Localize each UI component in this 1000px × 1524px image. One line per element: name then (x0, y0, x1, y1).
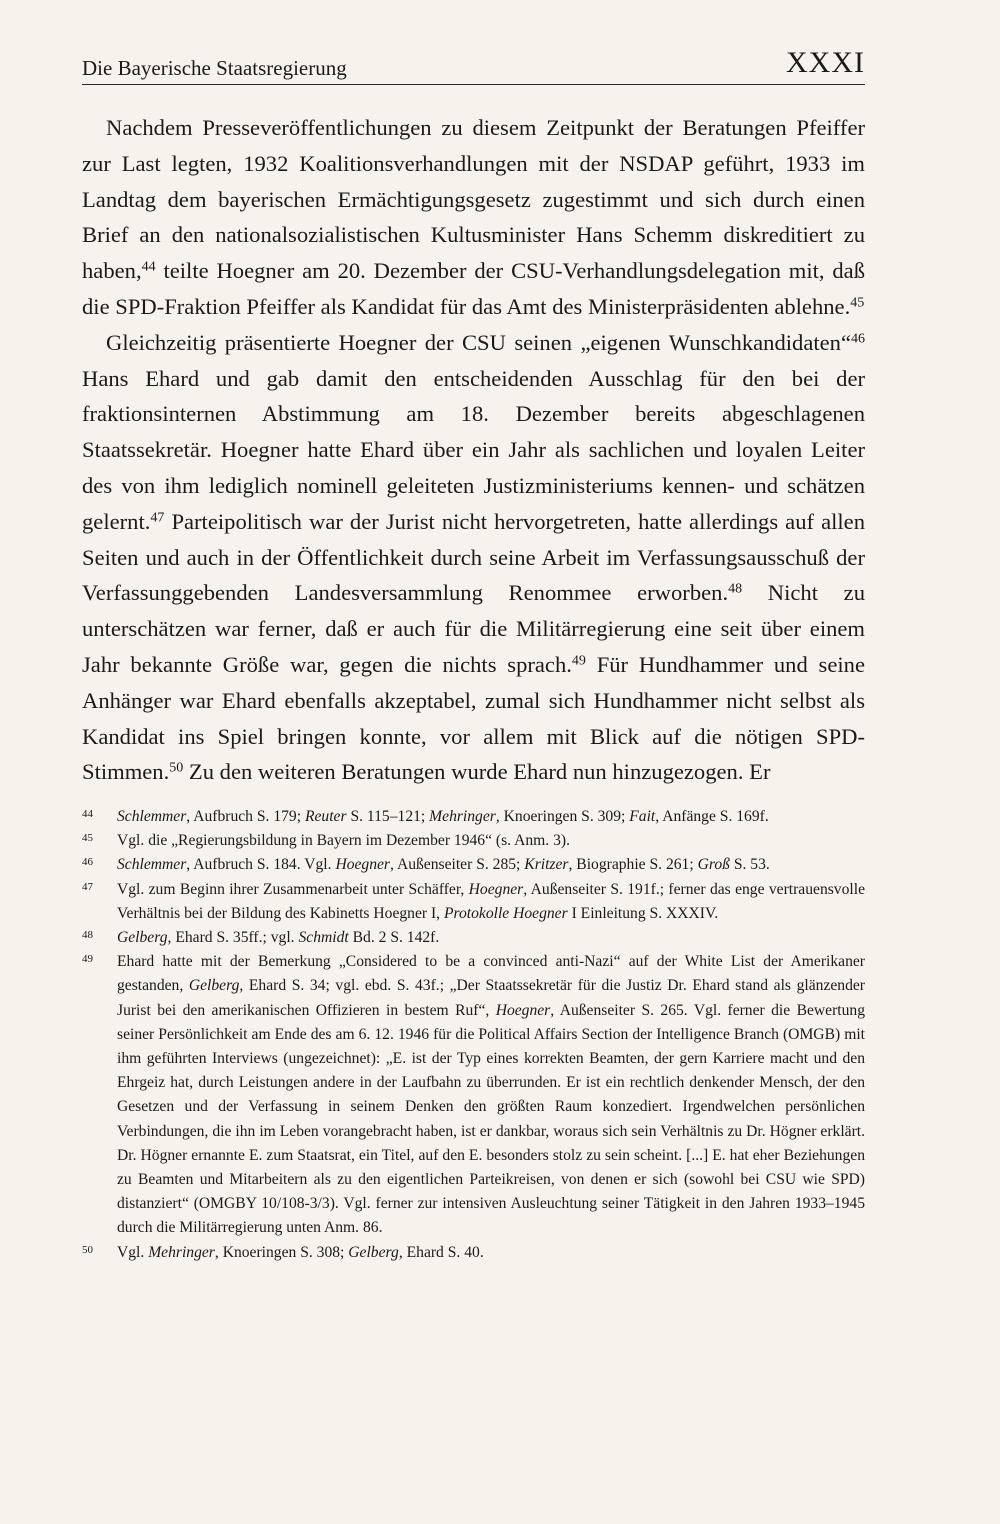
footnote (82, 878, 865, 926)
footnote-number: 44 (82, 808, 93, 820)
author-name: Mehringer (148, 1243, 215, 1261)
page-number: XXXI (786, 46, 865, 79)
footnote-number: 45 (82, 832, 93, 845)
footnote-text: , Biographie S. 261; (568, 856, 698, 874)
footnote-text: Vgl. zum Beginn ihrer Zusammenarbeit unter Schäffer, (117, 880, 469, 898)
text-run: Nicht zu unterschätzen war ferner, daß er auch für die Militärregierung eine seit über einem Jahr bekannte Größe war, gegen die nichts sprach. (82, 580, 865, 677)
footnote-text: , Außenseiter S. 191f.; ferner das enge vertrauensvolle Verhältnis bei der Bildung des Kabinetts Hoegner I, (117, 880, 865, 922)
author-name: Groß (697, 856, 730, 874)
footnote-number: 46 (82, 856, 93, 869)
text-run: Für Hundhammer und seine Anhänger war Ehard ebenfalls akzeptabel, zumal sich Hundhammer nicht selbst als Kandidat ins Spiel bringen konnte, vor allem mit Blick auf die nötigen SPD-Stimmen. (82, 651, 865, 785)
footnote-text: Vgl. die „Regierungsbildung in Bayern im Dezember 1946“ (s. Anm. 3). (117, 832, 570, 850)
footnote-ref[interactable]: 45 (850, 295, 865, 311)
footnote (82, 829, 865, 853)
author-name: Schlemmer (117, 856, 187, 874)
footnote-ref[interactable]: 46 (851, 331, 865, 347)
author-name: Reuter (304, 808, 347, 825)
author-name: Schmidt (298, 929, 349, 947)
author-name: Hoegner (495, 1001, 551, 1019)
author-name: Mehringer (429, 808, 496, 825)
footnote (82, 926, 865, 950)
footnote-ref[interactable]: 50 (169, 760, 184, 776)
footnote-ref[interactable]: 44 (141, 259, 156, 275)
author-name: Gelberg (117, 929, 168, 947)
author-name: Protokolle Hoegner (443, 904, 568, 922)
text-run: teilte Hoegner am 20. Dezember der CSU-Verhandlungsdelegation mit, daß die SPD-Fraktion Pfeiffer als Kandidat für das Amt des Ministerpräsidenten ablehne. (82, 258, 865, 319)
text-run: Zu den weiteren Beratungen wurde Ehard nun hinzugezogen. Er (183, 759, 771, 785)
footnotes (82, 805, 865, 1265)
footnote-text: , Außenseiter S. 265. Vgl. ferner die Bewertung seiner Persönlichkeit am Ende des am 6. 12. 1946 für die Political Affairs Section der Intelligence Branch (OMGB) mit ihm geführten Interviews (ungezeichnet): „E. ist der Typ eines korrekten Beamten, der gern Karriere macht und den Ehrgeiz hat, durch Leistungen andere in der Laufbahn zu überrunden. Er ist ein rechtlich denkender Mensch, der den Gesetzen und der Verfassung in seinem Denken den größten Raum konzediert. Irgendwelchen persönlichen Verbindungen, die ihn im Leben vorangebracht haben, ist er dankbar, woraus sich sein Verhältnis zu Dr. Högner erklärt. Dr. Högner ernannte E. zum Staatsrat, ein Titel, auf den E. besonders stolz zu sein scheint. [...] E. hat eher Beziehungen zu Beamten und Mitarbeitern als zu den eigentlichen Parteikreisen, von denen er sich (sowohl bei CSU wie SPD) distanziert“ (OMGBY 10/108-3/3). Vgl. ferner zur intensiven Ausleuchtung seiner Tätigkeit in den Jahren 1933–1945 durch die Militärregierung unten Anm. 86. (117, 1001, 865, 1237)
footnote (82, 1241, 865, 1265)
author-name: Kritzer (524, 856, 569, 874)
footnote-text: I Einleitung S. XXXIV. (567, 904, 719, 922)
footnote (82, 950, 865, 1240)
author-name: Gelberg (348, 1243, 399, 1261)
footnote-text: , Aufbruch S. 179; (186, 808, 305, 825)
footnote-text: , Ehard S. 40. (398, 1243, 484, 1261)
footnote-text: S. 53. (729, 856, 770, 874)
text-run: Gleichzeitig präsentierte Hoegner der CSU seinen „eigenen Wunschkandidaten“ (106, 329, 851, 355)
footnote-text: Bd. 2 S. 142f. (348, 929, 440, 947)
footnote-ref[interactable]: 47 (150, 510, 165, 526)
footnote-text: , Aufbruch S. 184. Vgl. (186, 856, 336, 874)
footnote-ref[interactable]: 48 (728, 581, 743, 597)
footnote-text: Ehard hatte mit der Bemerkung „Considered to be a convinced anti-Nazi“ auf der White List der Amerikaner gestanden, (117, 953, 865, 995)
footnote-text: Vgl. (117, 1243, 149, 1261)
footnote-number: 50 (82, 1243, 93, 1256)
footnote (82, 853, 865, 877)
main-text (82, 110, 865, 790)
footnote-text: S. 115–121; (346, 808, 430, 825)
text-run: Hans Ehard und gab damit den entscheidenden Ausschlag für den bei der fraktionsinternen Abstimmung am 18. Dezember bereits abgeschlagenen Staatssekretär. Hoegner hatte Ehard über ein Jahr als sachlichen und loyalen Leiter des von ihm lediglich nominell geleiteten Justizministeriums kennen- und schätzen gelernt. (82, 365, 865, 534)
paragraph (82, 325, 865, 790)
footnote-ref[interactable]: 49 (571, 653, 586, 669)
text-run: Nachdem Presseveröffentlichungen zu diesem Zeitpunkt der Beratungen Pfeiffer zur Last legten, 1932 Koalitionsverhandlungen mit der NSDAP geführt, 1933 im Landtag dem bayerischen Ermächtigungsgesetz zugestimmt und sich durch einen Brief an den nationalsozialistischen Kultusminister Hans Schemm diskreditiert zu haben, (82, 115, 865, 284)
text-run: Parteipolitisch war der Jurist nicht hervorgetreten, hatte allerdings auf allen Seiten und auch in der Öffentlichkeit durch seine Arbeit im Verfassungsausschuß der Verfassunggebenden Landesversammlung Renommee erworben. (82, 508, 865, 606)
footnote-text: , Ehard S. 34; vgl. ebd. S. 43f.; „Der Staatssekretär für die Justiz Dr. Ehard stand als glänzender Jurist bei den amerikanischen Offizieren in bestem Ruf“, (117, 977, 865, 1019)
footnote-number: 49 (82, 953, 93, 966)
running-head: Die Bayerische Staatsregierung (82, 56, 347, 80)
author-name: Hoegner (468, 880, 524, 898)
footnote-text: , Ehard S. 35ff.; vgl. (167, 929, 299, 947)
footnote-text: , Knoeringen S. 309; (495, 808, 630, 825)
footnote-number: 47 (82, 880, 93, 893)
page-header (82, 44, 865, 85)
author-name: Hoegner (335, 856, 391, 874)
footnote-text: , Außenseiter S. 285; (390, 856, 525, 874)
footnote (82, 805, 865, 829)
paragraph (82, 110, 865, 325)
footnote-number: 48 (82, 929, 93, 942)
author-name: Schlemmer (117, 808, 187, 825)
author-name: Fait (629, 808, 656, 825)
author-name: Gelberg (188, 977, 240, 995)
footnote-text: , Knoeringen S. 308; (214, 1243, 349, 1261)
footnote-text: , Anfänge S. 169f. (655, 808, 769, 825)
